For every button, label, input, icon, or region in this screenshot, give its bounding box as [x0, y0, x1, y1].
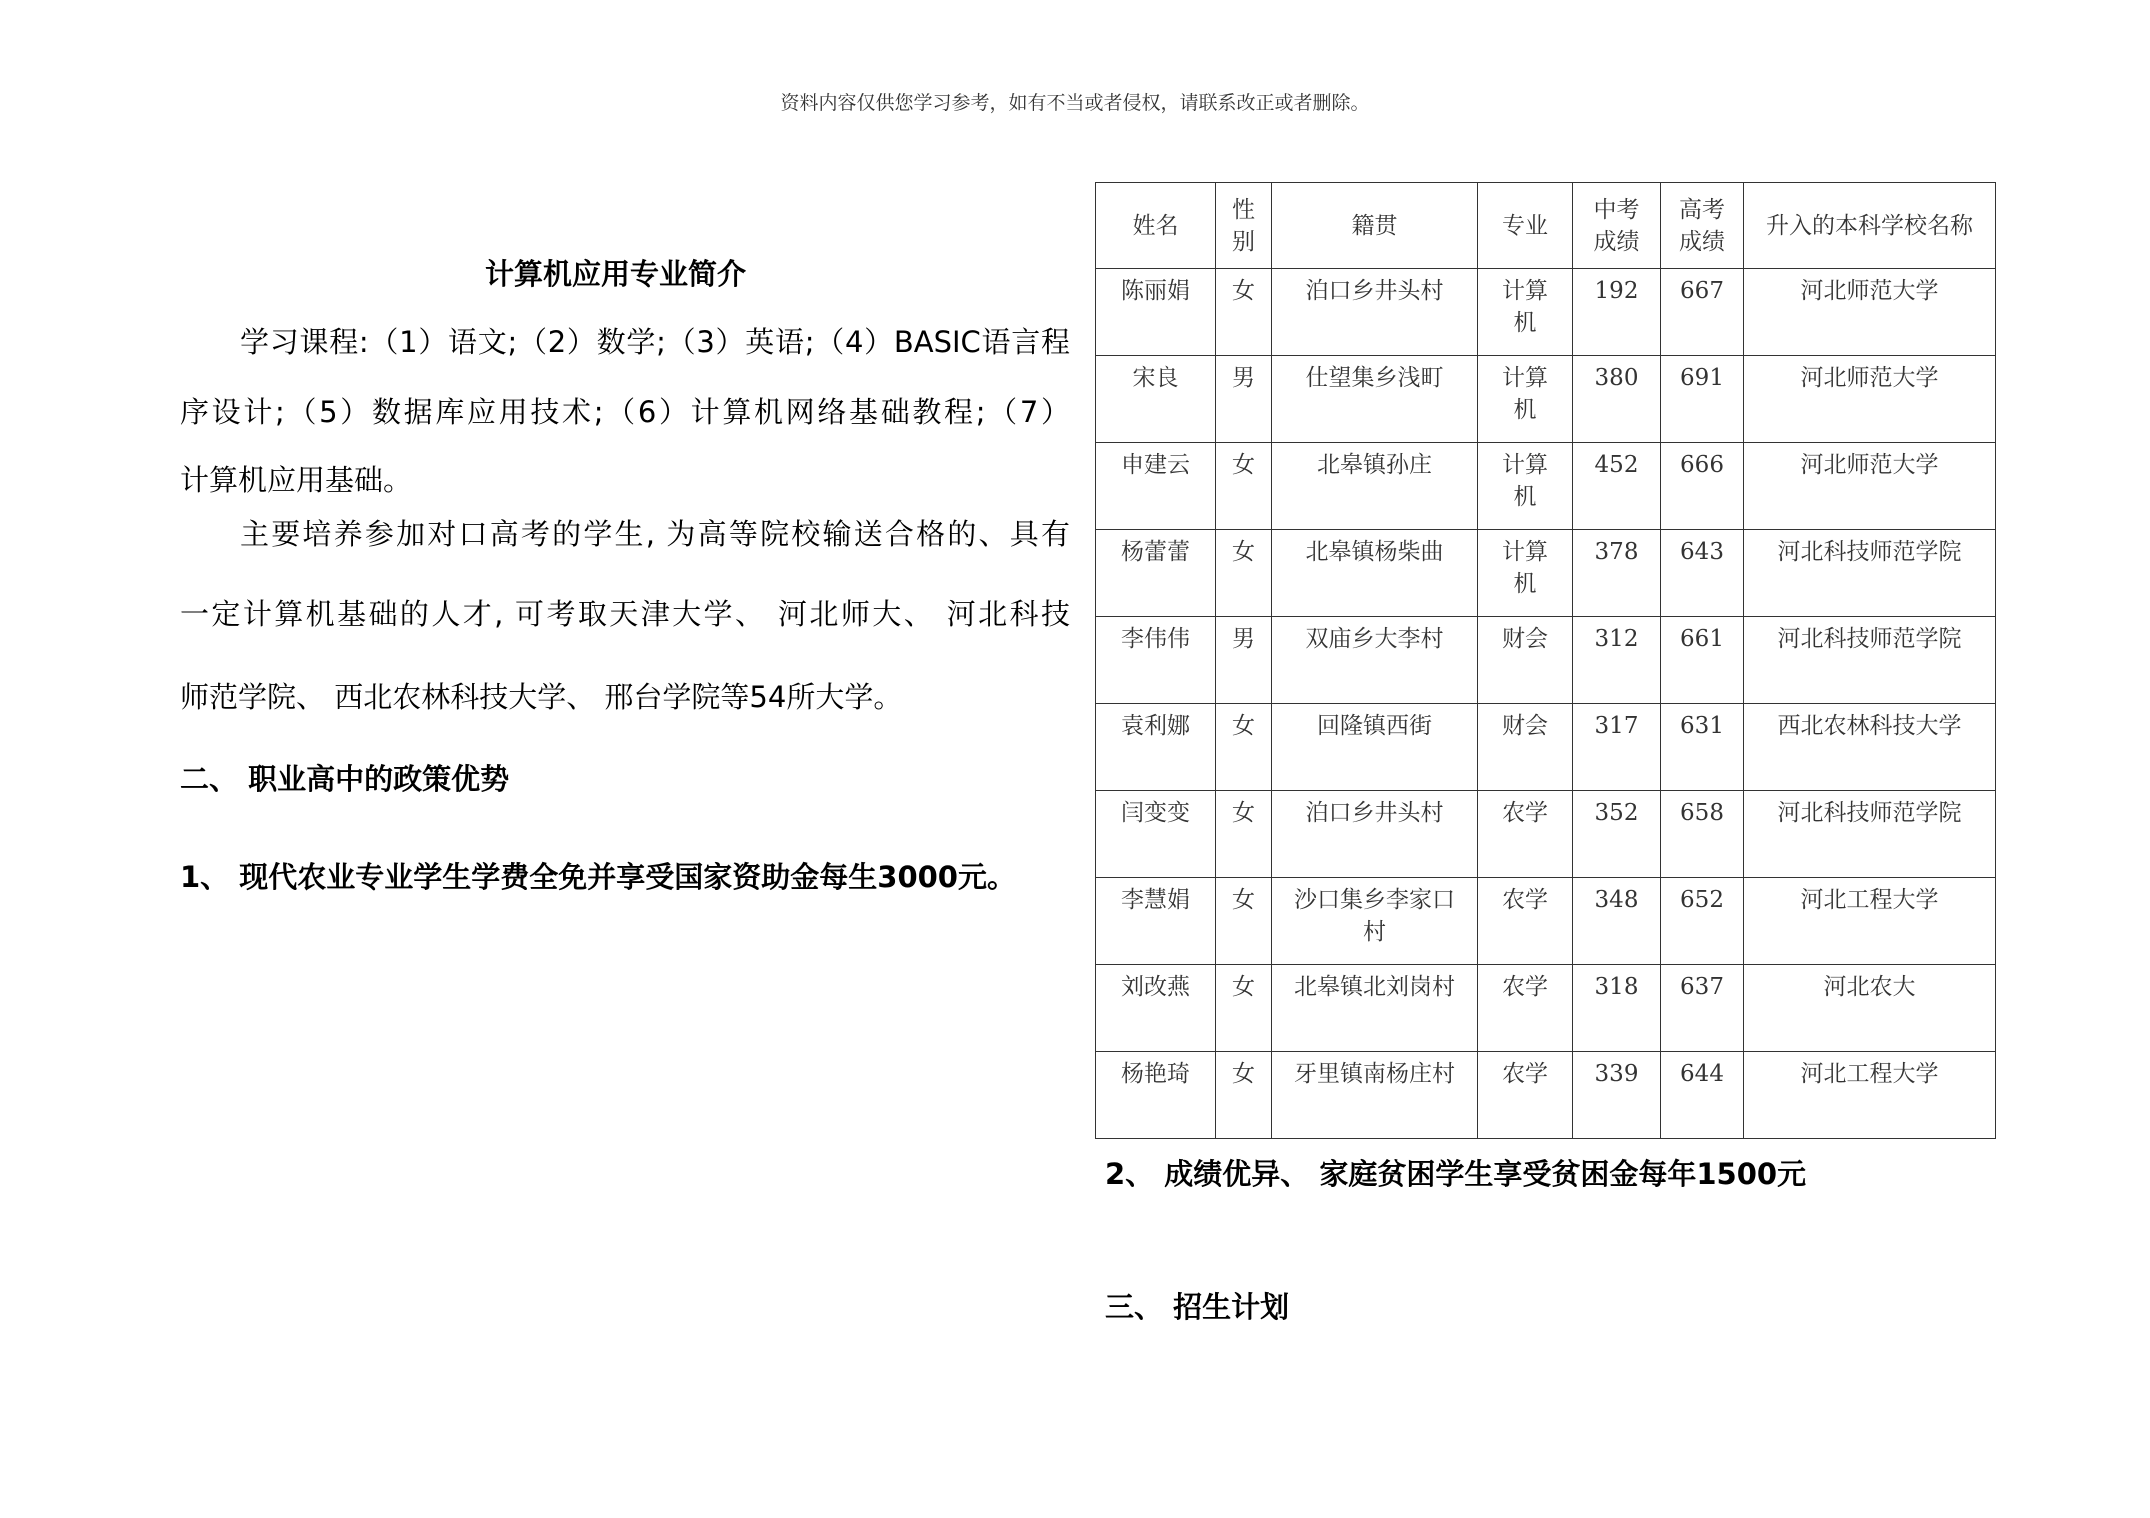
watermark-text: 资料内容仅供您学习参考，如有不当或者侵权，请联系改正或者删除。 — [780, 92, 1370, 114]
student-table — [1095, 182, 1996, 1139]
table-row — [1096, 617, 1996, 704]
table-header-cell — [1478, 183, 1573, 269]
table-body — [1096, 269, 1996, 1139]
zhongkao-score-cell: 339 — [1573, 1052, 1661, 1139]
policy-item-1: 1、 现代农业专业学生学费全免并享受国家资助金每生3000元。 — [180, 860, 1016, 894]
school-cell: 河北工程大学 — [1744, 878, 1996, 965]
hometown-cell: 仕望集乡浅町 — [1272, 356, 1478, 443]
school-cell: 河北师范大学 — [1744, 269, 1996, 356]
major-cell: 计算机 — [1478, 269, 1573, 356]
table-header-cell — [1744, 183, 1996, 269]
gaokao-score-cell: 643 — [1661, 530, 1744, 617]
header-label: 高考 — [1679, 196, 1725, 223]
major-cell: 农学 — [1478, 791, 1573, 878]
hometown-cell: 牙里镇南杨庄村 — [1272, 1052, 1478, 1139]
table-row — [1096, 704, 1996, 791]
hometown-cell: 泊口乡井头村 — [1272, 791, 1478, 878]
courses-line-1: 学习课程:（1）语文;（2）数学;（3）英语;（4）BASIC语言程 — [240, 325, 1070, 359]
school-cell: 河北师范大学 — [1744, 356, 1996, 443]
policy-item-2: 2、 成绩优异、 家庭贫困学生享受贫困金每年1500元 — [1105, 1157, 1807, 1191]
gaokao-score-cell: 637 — [1661, 965, 1744, 1052]
name-cell: 杨蕾蕾 — [1096, 530, 1216, 617]
header-label: 成绩 — [1593, 228, 1640, 255]
courses-line-2: 序设计;（5）数据库应用技术;（6）计算机网络基础教程;（7） — [180, 395, 1070, 429]
major-cell: 农学 — [1478, 878, 1573, 965]
header-label: 籍贯 — [1351, 212, 1398, 239]
goal-line-1: 主要培养参加对口高考的学生, 为高等院校输送合格的、具有 — [240, 517, 1070, 551]
zhongkao-score-cell: 352 — [1573, 791, 1661, 878]
school-cell: 河北科技师范学院 — [1744, 791, 1996, 878]
zhongkao-score-cell: 380 — [1573, 356, 1661, 443]
header-label: 成绩 — [1679, 228, 1725, 255]
table-row — [1096, 878, 1996, 965]
gaokao-score-cell: 631 — [1661, 704, 1744, 791]
zhongkao-score-cell: 317 — [1573, 704, 1661, 791]
header-label: 姓名 — [1132, 212, 1179, 239]
major-cell: 计算机 — [1478, 443, 1573, 530]
header-label: 别 — [1232, 228, 1255, 255]
courses-line-3: 计算机应用基础。 — [180, 463, 413, 497]
gender-cell: 女 — [1216, 791, 1272, 878]
zhongkao-score-cell: 318 — [1573, 965, 1661, 1052]
name-cell: 申建云 — [1096, 443, 1216, 530]
major-cell: 财会 — [1478, 617, 1573, 704]
school-cell: 西北农林科技大学 — [1744, 704, 1996, 791]
name-cell: 袁利娜 — [1096, 704, 1216, 791]
gaokao-score-cell: 666 — [1661, 443, 1744, 530]
table-row — [1096, 443, 1996, 530]
zhongkao-score-cell: 312 — [1573, 617, 1661, 704]
gender-cell: 女 — [1216, 1052, 1272, 1139]
gender-cell: 女 — [1216, 704, 1272, 791]
hometown-cell: 沙口集乡李家口村 — [1272, 878, 1478, 965]
major-cell: 农学 — [1478, 965, 1573, 1052]
table-row — [1096, 965, 1996, 1052]
hometown-cell: 泊口乡井头村 — [1272, 269, 1478, 356]
table-row — [1096, 356, 1996, 443]
hometown-cell: 双庙乡大李村 — [1272, 617, 1478, 704]
zhongkao-score-cell: 452 — [1573, 443, 1661, 530]
gaokao-score-cell: 644 — [1661, 1052, 1744, 1139]
gender-cell: 女 — [1216, 965, 1272, 1052]
header-label: 升入的本科学校名称 — [1766, 212, 1973, 239]
zhongkao-score-cell: 192 — [1573, 269, 1661, 356]
school-cell: 河北师范大学 — [1744, 443, 1996, 530]
name-cell: 杨艳琦 — [1096, 1052, 1216, 1139]
page-title: 计算机应用专业简介 — [485, 257, 747, 291]
goal-line-2: 一定计算机基础的人才, 可考取天津大学、 河北师大、 河北科技 — [180, 597, 1070, 631]
school-cell: 河北农大 — [1744, 965, 1996, 1052]
school-cell: 河北科技师范学院 — [1744, 617, 1996, 704]
table-header-cell — [1661, 183, 1744, 269]
header-label: 中考 — [1593, 196, 1640, 223]
gaokao-score-cell: 691 — [1661, 356, 1744, 443]
hometown-cell: 北皋镇孙庄 — [1272, 443, 1478, 530]
gaokao-score-cell: 652 — [1661, 878, 1744, 965]
name-cell: 李慧娟 — [1096, 878, 1216, 965]
table-header-cell — [1096, 183, 1216, 269]
table-header-cell — [1573, 183, 1661, 269]
header-label: 专业 — [1502, 212, 1548, 239]
zhongkao-score-cell: 348 — [1573, 878, 1661, 965]
hometown-cell: 北皋镇北刘岗村 — [1272, 965, 1478, 1052]
gender-cell: 女 — [1216, 530, 1272, 617]
header-label: 性 — [1232, 196, 1255, 223]
section3-heading: 三、 招生计划 — [1105, 1290, 1290, 1324]
goal-line-3: 师范学院、 西北农林科技大学、 邢台学院等54所大学。 — [180, 680, 903, 714]
name-cell: 宋良 — [1096, 356, 1216, 443]
table-header-cell — [1272, 183, 1478, 269]
name-cell: 闫变变 — [1096, 791, 1216, 878]
section2-heading: 二、 职业高中的政策优势 — [180, 762, 510, 796]
hometown-cell: 回隆镇西街 — [1272, 704, 1478, 791]
name-cell: 刘改燕 — [1096, 965, 1216, 1052]
table-header-row — [1096, 183, 1996, 269]
major-cell: 计算机 — [1478, 356, 1573, 443]
gender-cell: 女 — [1216, 878, 1272, 965]
school-cell: 河北科技师范学院 — [1744, 530, 1996, 617]
major-cell: 财会 — [1478, 704, 1573, 791]
gender-cell: 女 — [1216, 443, 1272, 530]
gender-cell: 男 — [1216, 617, 1272, 704]
table-row — [1096, 530, 1996, 617]
school-cell: 河北工程大学 — [1744, 1052, 1996, 1139]
gender-cell: 女 — [1216, 269, 1272, 356]
name-cell: 陈丽娟 — [1096, 269, 1216, 356]
gaokao-score-cell: 661 — [1661, 617, 1744, 704]
table-row — [1096, 269, 1996, 356]
gaokao-score-cell: 667 — [1661, 269, 1744, 356]
table-header-cell — [1216, 183, 1272, 269]
major-cell: 农学 — [1478, 1052, 1573, 1139]
table-row — [1096, 791, 1996, 878]
name-cell: 李伟伟 — [1096, 617, 1216, 704]
hometown-cell: 北皋镇杨柴曲 — [1272, 530, 1478, 617]
gender-cell: 男 — [1216, 356, 1272, 443]
zhongkao-score-cell: 378 — [1573, 530, 1661, 617]
table-row — [1096, 1052, 1996, 1139]
major-cell: 计算机 — [1478, 530, 1573, 617]
gaokao-score-cell: 658 — [1661, 791, 1744, 878]
